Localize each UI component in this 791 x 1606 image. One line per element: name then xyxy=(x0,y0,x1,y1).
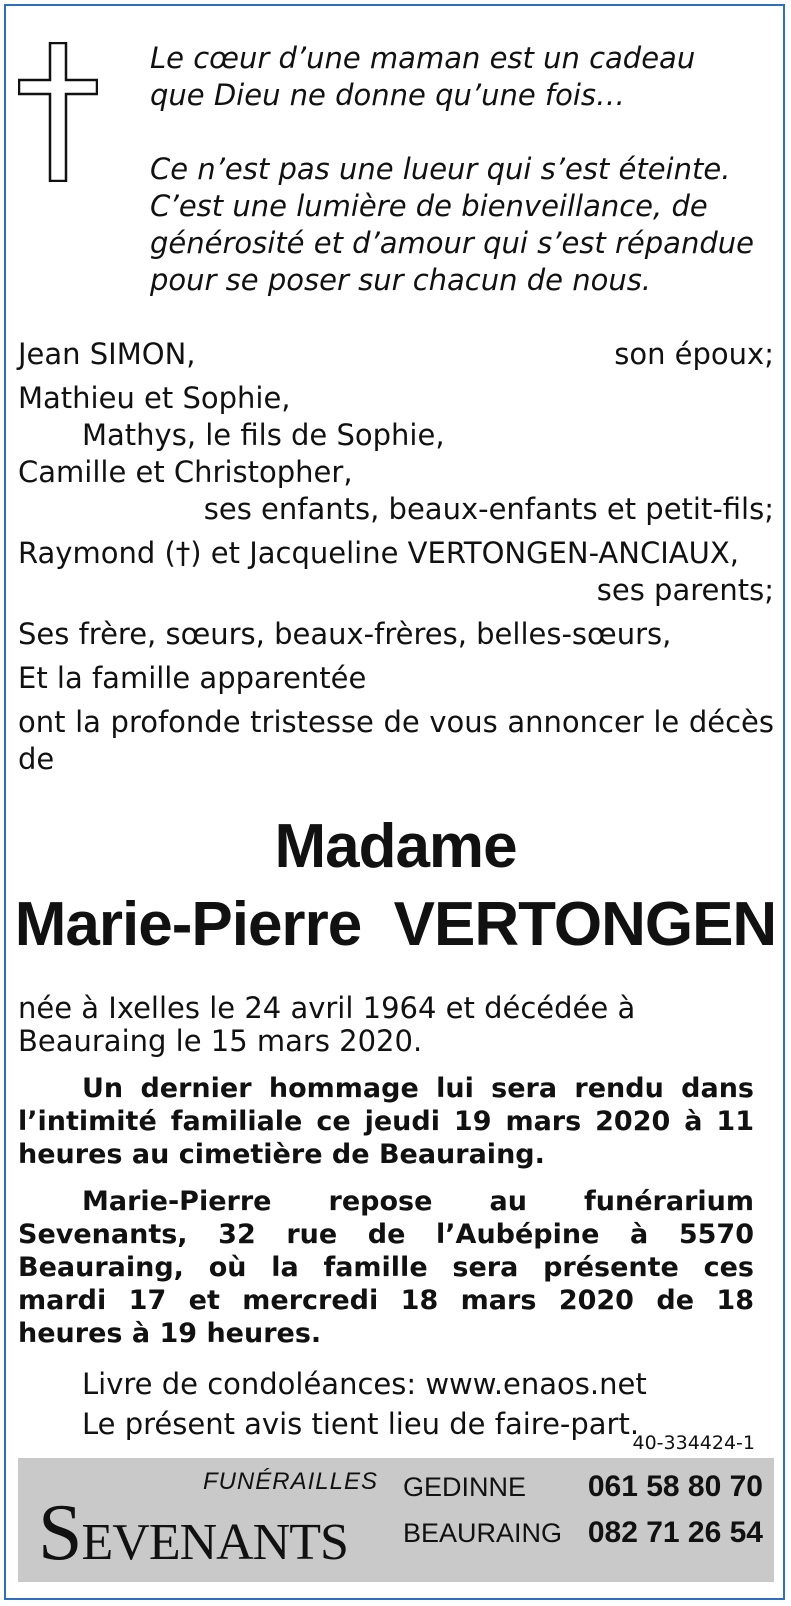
funeral-home-label: FUNÉRAILLES xyxy=(202,1468,378,1495)
children-line-2: Camille et Christopher, xyxy=(18,455,353,489)
condolences-text: Livre de condoléances: www.enaos.net xyxy=(82,1367,647,1401)
birth-death-text: née à Ixelles le 24 avril 1964 et décédée à Beauraing le 15 mars 2020. xyxy=(18,991,636,1058)
relatives-line: Et la famille apparentée xyxy=(18,661,367,695)
office-phone: 082 71 26 54 xyxy=(587,1516,763,1549)
poem-stanza-1: Le cœur d’une maman est un cadeau que Dieu ne donne qu’une fois… xyxy=(150,41,696,112)
parents-line: Raymond (†) et Jacqueline VERTONGEN-ANCIAUX, xyxy=(18,536,739,570)
office-gedinne xyxy=(403,1470,763,1516)
deceased-title: Madame xyxy=(274,812,517,881)
poem xyxy=(150,40,770,299)
office-phone: 061 58 80 70 xyxy=(587,1470,763,1503)
announcement-text: ont la profonde tristesse de vous annoncer le décès de xyxy=(18,705,774,776)
visitation-text: Marie-Pierre repose au funérarium Sevenants, 32 rue de l’Aubépine à 5570 Beauraing, où la famille sera présente ces mardi 17 et mercredi 18 mars 2020 de 18 heures à 19 heures. xyxy=(18,1186,754,1349)
cross-icon xyxy=(18,42,98,182)
ceremony-text: Un dernier hommage lui sera rendu dans l’intimité familiale ce jeudi 19 mars 2020 à 11 heures au cimetière de Beauraing. xyxy=(18,1073,754,1170)
grandchild-line: Mathys, le fils de Sophie, xyxy=(82,418,445,452)
spouse-role: son époux; xyxy=(614,337,774,371)
funeral-home-name: SEVENANTS xyxy=(38,1489,348,1577)
office-town: BEAURAING xyxy=(403,1518,563,1548)
office-beauraing xyxy=(403,1516,763,1562)
details xyxy=(18,992,754,1444)
deceased-name-block xyxy=(0,808,791,964)
office-town: GEDINNE xyxy=(403,1472,527,1502)
family-list xyxy=(18,336,774,778)
notice-text: Le présent avis tient lieu de faire-part. xyxy=(82,1407,640,1441)
deceased-name: Marie-Pierre VERTONGEN xyxy=(14,890,777,959)
spouse-name: Jean SIMON, xyxy=(18,337,196,371)
poem-stanza-2: Ce n’est pas une lueur qui s’est éteinte. C’est une lumière de bienveillance, de générosité et d’amour qui s’est répandue pour se poser sur chacun de nous. xyxy=(150,152,754,297)
funeral-home-logo xyxy=(38,1466,378,1576)
parents-role: ses parents; xyxy=(596,573,774,607)
children-role: ses enfants, beaux-enfants et petit-fils; xyxy=(203,492,774,526)
children-line: Mathieu et Sophie, xyxy=(18,381,291,415)
reference-number: 40-334424-1 xyxy=(632,1432,755,1454)
siblings-line: Ses frère, sœurs, beaux-frères, belles-sœurs, xyxy=(18,617,672,651)
funeral-home-banner xyxy=(18,1458,774,1582)
spouse-line xyxy=(18,336,774,373)
funeral-home-contacts xyxy=(403,1470,763,1562)
